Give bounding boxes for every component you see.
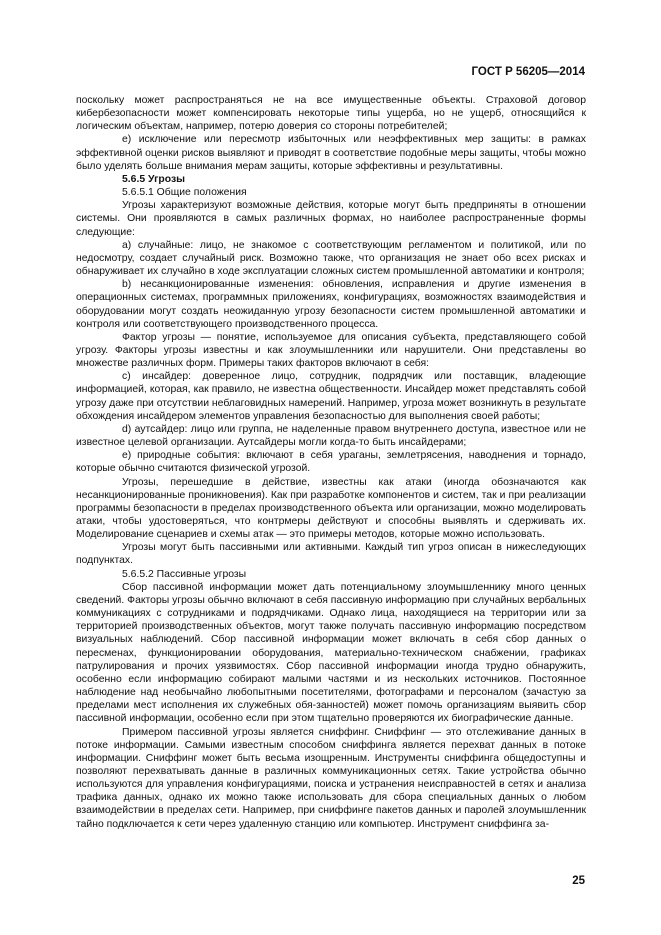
paragraph-passive-info: Сбор пассивной информации может дать потенциальному злоумышленнику много ценных сведений. Факторы угрозы обычно включают в себя пассивную информацию при случайных вербальных коммуникациях с сотрудниками и подрядчиками. Однако лица, находящиеся на территории или за территорией производственных объектов, могут также получать пассивную информацию посредством визуальных наблюдений. Сбор пассивной информации может включать в себя сбор данных о пересменах, функционировании оборудования, материально-техническом снабжении, графиках патрулирования и прочих уязвимостях. Сбор пассивной информации иногда трудно обнаружить, особенно если информацию собирают малыми частями и из нескольких источников. Постоянное наблюдение над необычайно любопытными посетителями, фотографами и персоналом (зачастую за пределами мест исполнения их служебных обя-занностей) может помочь организациям выявить сбор пассивной информации, особенно если при этом тщательно проверяются их биографические данные.	[76, 581, 586, 725]
subsection-heading-general: 5.6.5.1 Общие положения	[122, 187, 247, 199]
page-body	[76, 94, 586, 831]
paragraph-passive-active: Угрозы могут быть пассивными или активными. Каждый тип угроз описан в нижеследующих подпунктах.	[76, 542, 586, 567]
subsection-heading-passive: 5.6.5.2 Пассивные угрозы	[122, 568, 247, 580]
section-heading-threats: 5.6.5 Угрозы	[122, 173, 185, 185]
paragraph-list-e-natural: е) природные события: включают в себя ураганы, землетрясения, наводнения и торнадо, которые обычно считаются физической угрозой.	[76, 450, 586, 475]
paragraph-list-c: с) инсайдер: доверенное лицо, сотрудник, подрядчик или поставщик, владеющие информацией, которая, как правило, не известна общественности. Инсайдер может представлять собой угрозу даже при отсутствии неблаговидных намерений. Например, угроза может возникнуть в результате обхождения инсайдером элементов управления безопасностью для выполнения своей работы;	[76, 371, 586, 422]
paragraph-threats-intro: Угрозы характеризуют возможные действия, которые могут быть предприняты в отношении системы. Они проявляются в самых различных формах, но наиболее распространенные формы следующие:	[76, 200, 586, 238]
paragraph-threat-factor: Фактор угрозы — понятие, используемое для описания субъекта, представляющего собой угрозу. Факторы угрозы известны и как злоумышленники или нарушители. Они представлены во множестве различных форм. Примеры таких факторов включают в себя:	[76, 331, 586, 370]
paragraph-list-e: е) исключение или пересмотр избыточных или неэффективных мер защиты: в рамках эффективной оценки рисков выявляют и приводят в соответствие подобные меры защиты, чтобы можно было уделять больше внимания мерам защиты, которые эффективны и результативны.	[76, 134, 586, 172]
paragraph-list-b: b) несанкционированные изменения: обновления, исправления и другие изменения в операционных системах, программных приложениях, конфигурациях, возможностях взаимодействия и оборудовании могут создать неожиданную угрозу безопасности систем промышленной автоматики и контроля или соответствующего производственного процесса.	[76, 279, 586, 330]
paragraph-attacks: Угрозы, перешедшие в действие, известны как атаки (иногда обозначаются как несанкционированные проникновения). Как при разработке компонентов и систем, так и при реализации программы безопасности в пределах производственного объекта или организации, можно моделировать атаки, чтобы удостоверяться, что контрмеры действуют и способны выявлять и сдерживать их. Моделирование сценариев и схемы атак — это примеры методов, которые можно использовать.	[76, 476, 586, 541]
document-id-header: ГОСТ Р 56205—2014	[471, 66, 585, 78]
page-number: 25	[572, 875, 585, 887]
paragraph-list-d: d) аутсайдер: лицо или группа, не наделенные правом внутреннего доступа, известное или не известное целевой организации. Аутсайдеры могли когда-то быть инсайдерами;	[76, 423, 586, 449]
paragraph-list-a: а) случайные: лицо, не знакомое с соответствующим регламентом и политикой, или по недосмотру, создает случайный риск. Возможно также, что организация не знает обо всех рисках и обнаруживает их случайно в ходе эксплуатации сложных систем промышленной автоматики и контроля;	[76, 239, 586, 278]
paragraph-continuation: поскольку может распространяться не на все имущественные объекты. Страховой договор кибербезопасности может компенсировать некоторые типы ущерба, но не ущерб, относящийся к логическим объектам, например, потерю доверия со стороны потребителей;	[76, 95, 586, 133]
paragraph-sniffing: Примером пассивной угрозы является сниффинг. Сниффинг — это отслеживание данных в потоке информации. Самыми известным способом сниффинга является перехват данных в потоке информации. Сниффинг может быть весьма изощренным. Инструменты сниффинга общедоступны и позволяют перехватывать данные в различных коммуникационных сетях. Такие устройства обычно используются для управления конфигурациями, поиска и устранения неисправностей в сетях и анализа трафика данных, однако их можно также использовать для сбора специальных данных о любом взаимодействии в пределах сети. Например, при сниффинге пакетов данных и паролей злоумышленник тайно подключается к сети через удаленную станцию или компьютер. Инструмент сниффинга за-	[76, 726, 586, 830]
